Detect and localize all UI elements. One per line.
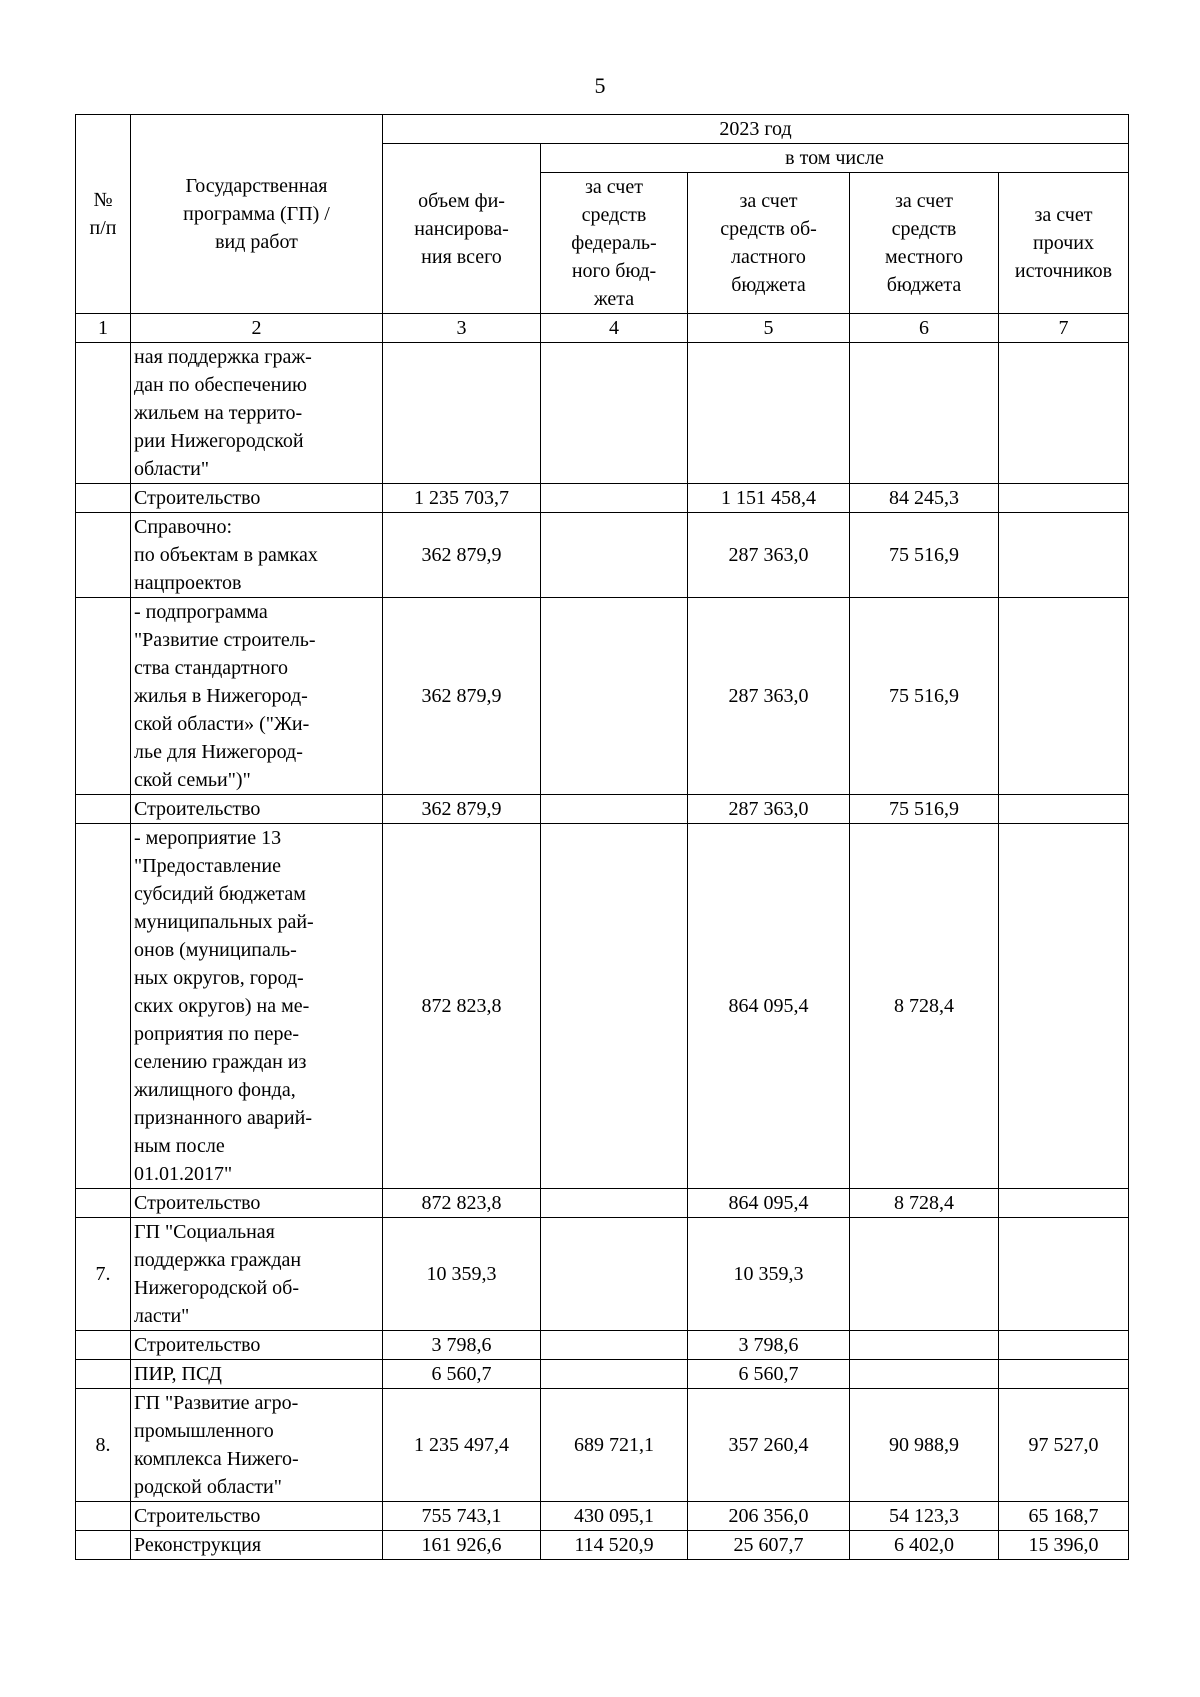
row-number: [76, 513, 131, 598]
row-number: [76, 343, 131, 484]
row-regional: 864 095,4: [688, 824, 850, 1189]
row-name: Строительство: [131, 484, 383, 513]
row-total: 6 560,7: [383, 1360, 541, 1389]
row-number: [76, 1360, 131, 1389]
row-other: [999, 1360, 1129, 1389]
row-total: 1 235 497,4: [383, 1389, 541, 1502]
row-local: 8 728,4: [850, 1189, 999, 1218]
table-row: [76, 1218, 1129, 1331]
row-other: 15 396,0: [999, 1531, 1129, 1560]
row-local: 6 402,0: [850, 1531, 999, 1560]
table-row: [76, 513, 1129, 598]
row-other: [999, 824, 1129, 1189]
header-total: объем фи- нансирова- ния всего: [383, 144, 541, 314]
row-federal: [541, 484, 688, 513]
row-regional: 6 560,7: [688, 1360, 850, 1389]
table-row: [76, 1189, 1129, 1218]
table-row: [76, 598, 1129, 795]
row-local: [850, 343, 999, 484]
row-regional: 864 095,4: [688, 1189, 850, 1218]
row-number: [76, 1189, 131, 1218]
row-number: [76, 484, 131, 513]
header-num: № п/п: [76, 115, 131, 314]
row-regional: 1 151 458,4: [688, 484, 850, 513]
row-total: 1 235 703,7: [383, 484, 541, 513]
column-index: 6: [850, 314, 999, 343]
row-federal: 114 520,9: [541, 1531, 688, 1560]
row-other: [999, 795, 1129, 824]
row-local: 84 245,3: [850, 484, 999, 513]
row-name: Справочно: по объектам в рамках нацпроектов: [131, 513, 383, 598]
column-index: 2: [131, 314, 383, 343]
row-name: - подпрограмма "Развитие строитель- ства стандартного жилья в Нижегород- ской области» ("Жи- лье для Нижегород- ской семьи")": [131, 598, 383, 795]
table-row: [76, 1502, 1129, 1531]
header-regional: за счет средств об- ластного бюджета: [688, 173, 850, 314]
row-other: [999, 1218, 1129, 1331]
row-federal: [541, 598, 688, 795]
row-regional: 287 363,0: [688, 513, 850, 598]
row-local: 54 123,3: [850, 1502, 999, 1531]
column-index: 4: [541, 314, 688, 343]
row-total: 3 798,6: [383, 1331, 541, 1360]
row-regional: 287 363,0: [688, 598, 850, 795]
row-federal: 430 095,1: [541, 1502, 688, 1531]
row-total: 10 359,3: [383, 1218, 541, 1331]
row-federal: 689 721,1: [541, 1389, 688, 1502]
row-regional: 357 260,4: [688, 1389, 850, 1502]
row-federal: [541, 1331, 688, 1360]
row-name: Строительство: [131, 1189, 383, 1218]
table-row: [76, 795, 1129, 824]
row-total: 362 879,9: [383, 598, 541, 795]
header-year: 2023 год: [383, 115, 1129, 144]
row-name: ГП "Развитие агро- промышленного комплекса Нижего- родской области": [131, 1389, 383, 1502]
row-total: 872 823,8: [383, 824, 541, 1189]
row-name: Строительство: [131, 1502, 383, 1531]
header-federal: за счет средств федераль- ного бюд- жета: [541, 173, 688, 314]
row-name: ПИР, ПСД: [131, 1360, 383, 1389]
column-index: 7: [999, 314, 1129, 343]
row-federal: [541, 1218, 688, 1331]
row-total: 872 823,8: [383, 1189, 541, 1218]
row-local: [850, 1218, 999, 1331]
row-name: Строительство: [131, 795, 383, 824]
row-other: 97 527,0: [999, 1389, 1129, 1502]
row-total: [383, 343, 541, 484]
table-row: [76, 1531, 1129, 1560]
row-name: Реконструкция: [131, 1531, 383, 1560]
row-other: [999, 1331, 1129, 1360]
row-local: 90 988,9: [850, 1389, 999, 1502]
header-local: за счет средств местного бюджета: [850, 173, 999, 314]
row-number: 7.: [76, 1218, 131, 1331]
row-federal: [541, 513, 688, 598]
row-other: 65 168,7: [999, 1502, 1129, 1531]
row-name: - мероприятие 13 "Предоставление субсидий бюджетам муниципальных рай- онов (муниципаль- ных округов, город- ских округов) на ме- роприятия по пере- селению граждан из жилищного фонда, признанного аварий- ным после 01.01.2017": [131, 824, 383, 1189]
table-row: [76, 824, 1129, 1189]
column-index: 5: [688, 314, 850, 343]
row-name: ная поддержка граж- дан по обеспечению жильем на террито- рии Нижегородской области": [131, 343, 383, 484]
row-number: [76, 1502, 131, 1531]
row-other: [999, 1189, 1129, 1218]
row-federal: [541, 1189, 688, 1218]
row-federal: [541, 824, 688, 1189]
row-federal: [541, 1360, 688, 1389]
row-regional: 10 359,3: [688, 1218, 850, 1331]
row-total: 161 926,6: [383, 1531, 541, 1560]
row-total: 755 743,1: [383, 1502, 541, 1531]
row-number: [76, 1531, 131, 1560]
row-regional: 3 798,6: [688, 1331, 850, 1360]
row-local: 75 516,9: [850, 795, 999, 824]
row-other: [999, 343, 1129, 484]
row-total: 362 879,9: [383, 795, 541, 824]
column-index: 3: [383, 314, 541, 343]
row-federal: [541, 343, 688, 484]
budget-table: [75, 114, 1129, 1560]
row-local: [850, 1331, 999, 1360]
row-regional: 287 363,0: [688, 795, 850, 824]
table-row: [76, 343, 1129, 484]
row-regional: 25 607,7: [688, 1531, 850, 1560]
table-row: [76, 1331, 1129, 1360]
row-local: 8 728,4: [850, 824, 999, 1189]
column-index: 1: [76, 314, 131, 343]
column-index-row: [76, 314, 1129, 343]
row-regional: 206 356,0: [688, 1502, 850, 1531]
page-number: 5: [594, 73, 606, 98]
row-other: [999, 598, 1129, 795]
row-number: [76, 795, 131, 824]
row-other: [999, 513, 1129, 598]
row-federal: [541, 795, 688, 824]
row-regional: [688, 343, 850, 484]
header-program: Государственная программа (ГП) / вид работ: [131, 115, 383, 314]
row-number: [76, 824, 131, 1189]
header-including: в том числе: [541, 144, 1129, 173]
table-row: [76, 484, 1129, 513]
row-local: [850, 1360, 999, 1389]
row-local: 75 516,9: [850, 598, 999, 795]
row-name: Строительство: [131, 1331, 383, 1360]
row-total: 362 879,9: [383, 513, 541, 598]
table-row: [76, 1360, 1129, 1389]
row-number: [76, 1331, 131, 1360]
row-name: ГП "Социальная поддержка граждан Нижегородской об- ласти": [131, 1218, 383, 1331]
row-number: 8.: [76, 1389, 131, 1502]
row-local: 75 516,9: [850, 513, 999, 598]
row-other: [999, 484, 1129, 513]
row-number: [76, 598, 131, 795]
table-row: [76, 1389, 1129, 1502]
header-other: за счет прочих источников: [999, 173, 1129, 314]
